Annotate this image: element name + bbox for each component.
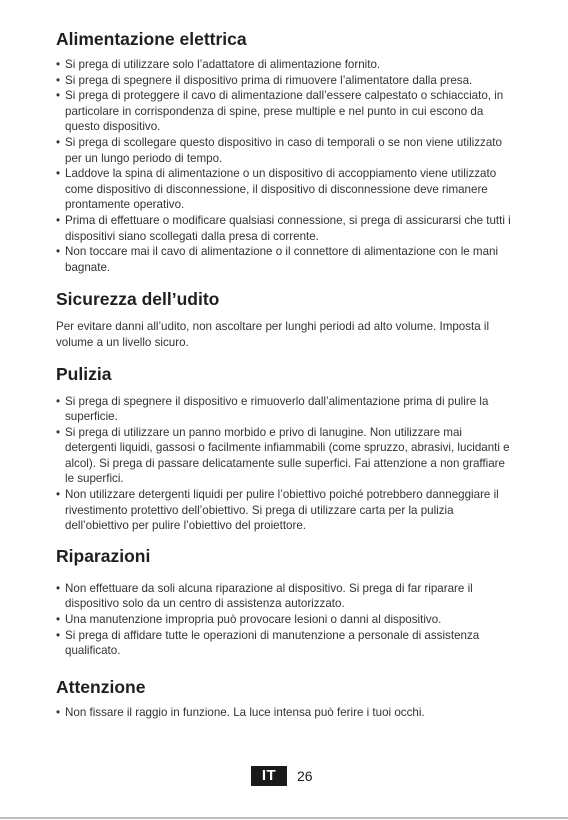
page-number: 26 [297, 768, 313, 784]
list-item-text: Si prega di scollegare questo dispositivo in caso di temporali o se non viene utilizzato per un lungo periodo di tempo. [65, 135, 502, 165]
list-item [56, 628, 512, 659]
bullet-icon: • [56, 581, 61, 595]
bullet-icon: • [56, 135, 61, 149]
language-badge: IT [251, 766, 287, 786]
list-item-text: Si prega di affidare tutte le operazioni di manutenzione a personale di assistenza qualificato. [65, 628, 480, 658]
list-item [56, 166, 512, 213]
list-item [56, 581, 512, 612]
list-item-text: Non utilizzare detergenti liquidi per pulire l’obiettivo poiché potrebbero danneggiare il rivestimento protettivo dell’obiettivo. Si prega di utilizzare carta per la pulizia dell’obiettivo per pulire l’obiettivo del proiettore. [65, 488, 499, 533]
list-item [56, 213, 512, 244]
list-item [56, 57, 512, 73]
list-item-text: Non fissare il raggio in funzione. La luce intensa può ferire i tuoi occhi. [65, 705, 425, 719]
list-item-text: Si prega di spegnere il dispositivo e rimuoverlo dall’alimentazione prima di pulire la superficie. [65, 394, 489, 424]
hearing-paragraph: Per evitare danni all’udito, non ascoltare per lunghi periodi ad alto volume. Imposta il volume a un livello sicuro. [56, 320, 490, 349]
section-hearing [56, 288, 512, 350]
list-item-text: Si prega di utilizzare solo l’adattatore di alimentazione fornito. [65, 58, 381, 71]
list-warning [56, 705, 512, 721]
bullet-icon: • [56, 58, 61, 71]
bullet-icon: • [56, 73, 61, 87]
list-cleaning [56, 394, 512, 534]
list-item [56, 705, 512, 721]
list-power [56, 57, 512, 275]
bullet-icon: • [56, 705, 61, 719]
bullet-icon: • [56, 628, 61, 642]
section-cleaning [56, 363, 512, 534]
bullet-icon: • [56, 613, 61, 627]
section-title-hearing: Sicurezza dell’udito [56, 289, 220, 310]
list-item [56, 135, 512, 166]
section-title-repairs: Riparazioni [56, 545, 151, 566]
list-item [56, 73, 512, 89]
bullet-icon: • [56, 425, 61, 439]
page-bottom-divider [0, 817, 568, 819]
bullet-icon: • [56, 167, 61, 181]
list-item [56, 487, 512, 534]
list-item [56, 88, 512, 135]
list-item [56, 612, 512, 628]
list-repairs [56, 581, 512, 659]
section-repairs [56, 545, 512, 659]
section-title-power: Alimentazione elettrica [56, 29, 247, 49]
list-item-text: Laddove la spina di alimentazione o un dispositivo di accoppiamento viene utilizzato come dispositivo di disconnessione, il dispositivo di disconnessione deve rimanere prontamente operativo. [65, 167, 497, 212]
bullet-icon: • [56, 245, 61, 259]
list-item-text: Una manutenzione impropria può provocare lesioni o danni al dispositivo. [65, 613, 442, 627]
bullet-icon: • [56, 89, 61, 103]
list-item [56, 425, 512, 487]
bullet-icon: • [56, 213, 61, 227]
bullet-icon: • [56, 394, 61, 408]
section-title-warning: Attenzione [56, 676, 146, 697]
section-power [56, 28, 512, 275]
manual-page [56, 28, 512, 720]
section-title-cleaning: Pulizia [56, 363, 112, 384]
list-item [56, 394, 512, 425]
list-item-text: Non effettuare da soli alcuna riparazione al dispositivo. Si prega di far riparare il dispositivo solo da un centro di assistenza autorizzato. [65, 581, 473, 611]
list-item-text: Si prega di spegnere il dispositivo prima di rimuovere l’alimentatore dalla presa. [65, 73, 473, 87]
section-warning [56, 676, 512, 721]
bullet-icon: • [56, 488, 61, 502]
list-item-text: Si prega di utilizzare un panno morbido e privo di lanugine. Non utilizzare mai detergenti liquidi, gassosi o facilmente infiammabili (come spruzzo, abrasivi, lucidanti e alcol). Si prega di passare delicatamente sulle superfici. Fai attenzione a non graffiare le superfici. [65, 425, 510, 486]
list-item-text: Si prega di proteggere il cavo di alimentazione dall’essere calpestato o schiacciato, in particolare in corrispondenza di spine, prese multiple e nel punto in cui escono da questo dispositivo. [65, 89, 504, 134]
list-item-text: Non toccare mai il cavo di alimentazione o il connettore di alimentazione con le mani bagnate. [65, 245, 499, 274]
list-item-text: Prima di effettuare o modificare qualsiasi connessione, si prega di assicurarsi che tutti i dispositivi siano scollegati dalla presa di corrente. [65, 213, 511, 243]
page-footer [251, 766, 313, 786]
list-item [56, 244, 512, 275]
